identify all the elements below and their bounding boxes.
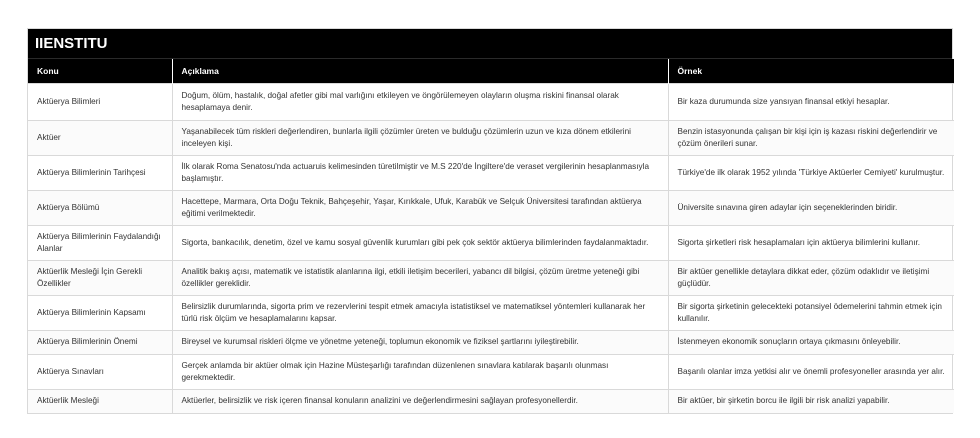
cell-topic: Aktüerya Bilimleri [28, 83, 172, 120]
cell-example: İstenmeyen ekonomik sonuçların ortaya çıkmasını önleyebilir. [668, 330, 954, 354]
cell-example: Benzin istasyonunda çalışan bir kişi için iş kazası riskini değerlendirir ve çözüm önerileri sunar. [668, 120, 954, 155]
cell-topic: Aktüerya Bilimlerinin Önemi [28, 330, 172, 354]
cell-example: Türkiye'de ilk olarak 1952 yılında 'Türkiye Aktüerler Cemiyeti' kurulmuştur. [668, 155, 954, 190]
table-row [28, 190, 954, 225]
cell-description: Aktüerler, belirsizlik ve risk içeren finansal konuların analizini ve değerlendirmesini sağlayan profesyonellerdir. [172, 389, 668, 413]
table-row [28, 354, 954, 389]
cell-example: Üniversite sınavına giren adaylar için seçeneklerinden biridir. [668, 190, 954, 225]
cell-topic: Aktüer [28, 120, 172, 155]
column-header-ornek: Örnek [668, 59, 954, 83]
column-header-konu: Konu [28, 59, 172, 83]
table-row [28, 389, 954, 413]
cell-description: Sigorta, bankacılık, denetim, özel ve kamu sosyal güvenlik kurumları gibi pek çok sektör aktüerya bilimlerinden faydalanmaktadır. [172, 225, 668, 260]
cell-example: Bir sigorta şirketinin gelecekteki potansiyel ödemelerini tahmin etmek için kullanılır. [668, 295, 954, 330]
table-row [28, 260, 954, 295]
table-row [28, 83, 954, 120]
cell-description: Bireysel ve kurumsal riskleri ölçme ve yönetme yeteneği, toplumun ekonomik ve fiziksel şartlarını iyileştirebilir. [172, 330, 668, 354]
cell-topic: Aktüerya Bilimlerinin Kapsamı [28, 295, 172, 330]
cell-description: Belirsizlik durumlarında, sigorta prim ve rezervlerini tespit etmek amacıyla istatistiksel ve matematiksel yöntemleri kullanarak her türlü risk ölçüm ve hesaplamalarını kapsar. [172, 295, 668, 330]
cell-example: Bir aktüer genellikle detaylara dikkat eder, çözüm odaklıdır ve iletişimi güçlüdür. [668, 260, 954, 295]
cell-example: Bir kaza durumunda size yansıyan finansal etkiyi hesaplar. [668, 83, 954, 120]
info-table [28, 59, 954, 413]
content-table-card [27, 28, 953, 414]
cell-topic: Aktüerlik Mesleği [28, 389, 172, 413]
table-row [28, 155, 954, 190]
cell-description: İlk olarak Roma Senatosu'nda actuaruis kelimesinden türetilmiştir ve M.S 220'de İngiltere'de veraset vergilerinin hesaplanmasıyla başlamıştır. [172, 155, 668, 190]
cell-example: Sigorta şirketleri risk hesaplamaları için aktüerya bilimlerini kullanır. [668, 225, 954, 260]
cell-topic: Aktüerlik Mesleği İçin Gerekli Özellikler [28, 260, 172, 295]
cell-description: Doğum, ölüm, hastalık, doğal afetler gibi mal varlığını etkileyen ve öngörülemeyen olayların oluşma riskini finansal olarak hesaplamaya denir. [172, 83, 668, 120]
cell-topic: Aktüerya Bölümü [28, 190, 172, 225]
column-header-aciklama: Açıklama [172, 59, 668, 83]
table-header-row [28, 59, 954, 83]
cell-example: Bir aktüer, bir şirketin borcu ile ilgili bir risk analizi yapabilir. [668, 389, 954, 413]
brand-title: IIENSTITU [28, 29, 952, 59]
cell-topic: Aktüerya Bilimlerinin Faydalandığı Alanlar [28, 225, 172, 260]
cell-description: Analitik bakış açısı, matematik ve istatistik alanlarına ilgi, etkili iletişim becerileri, yabancı dil bilgisi, çözüm üretme yeteneği gibi özellikler gereklidir. [172, 260, 668, 295]
cell-topic: Aktüerya Sınavları [28, 354, 172, 389]
table-row [28, 330, 954, 354]
table-row [28, 120, 954, 155]
cell-description: Hacettepe, Marmara, Orta Doğu Teknik, Bahçeşehir, Yaşar, Kırıkkale, Ufuk, Karabük ve Selçuk Üniversitesi tarafından aktüerya eğitimi verilmektedir. [172, 190, 668, 225]
cell-topic: Aktüerya Bilimlerinin Tarihçesi [28, 155, 172, 190]
cell-example: Başarılı olanlar imza yetkisi alır ve önemli profesyoneller arasında yer alır. [668, 354, 954, 389]
table-row [28, 225, 954, 260]
table-row [28, 295, 954, 330]
cell-description: Yaşanabilecek tüm riskleri değerlendiren, bunlarla ilgili çözümler üreten ve bulduğu çözümlerin uzun ve kıza dönem etkilerini inceleyen kişi. [172, 120, 668, 155]
cell-description: Gerçek anlamda bir aktüer olmak için Hazine Müsteşarlığı tarafından düzenlenen sınavlara katılarak başarılı olunması gerekmektedir. [172, 354, 668, 389]
